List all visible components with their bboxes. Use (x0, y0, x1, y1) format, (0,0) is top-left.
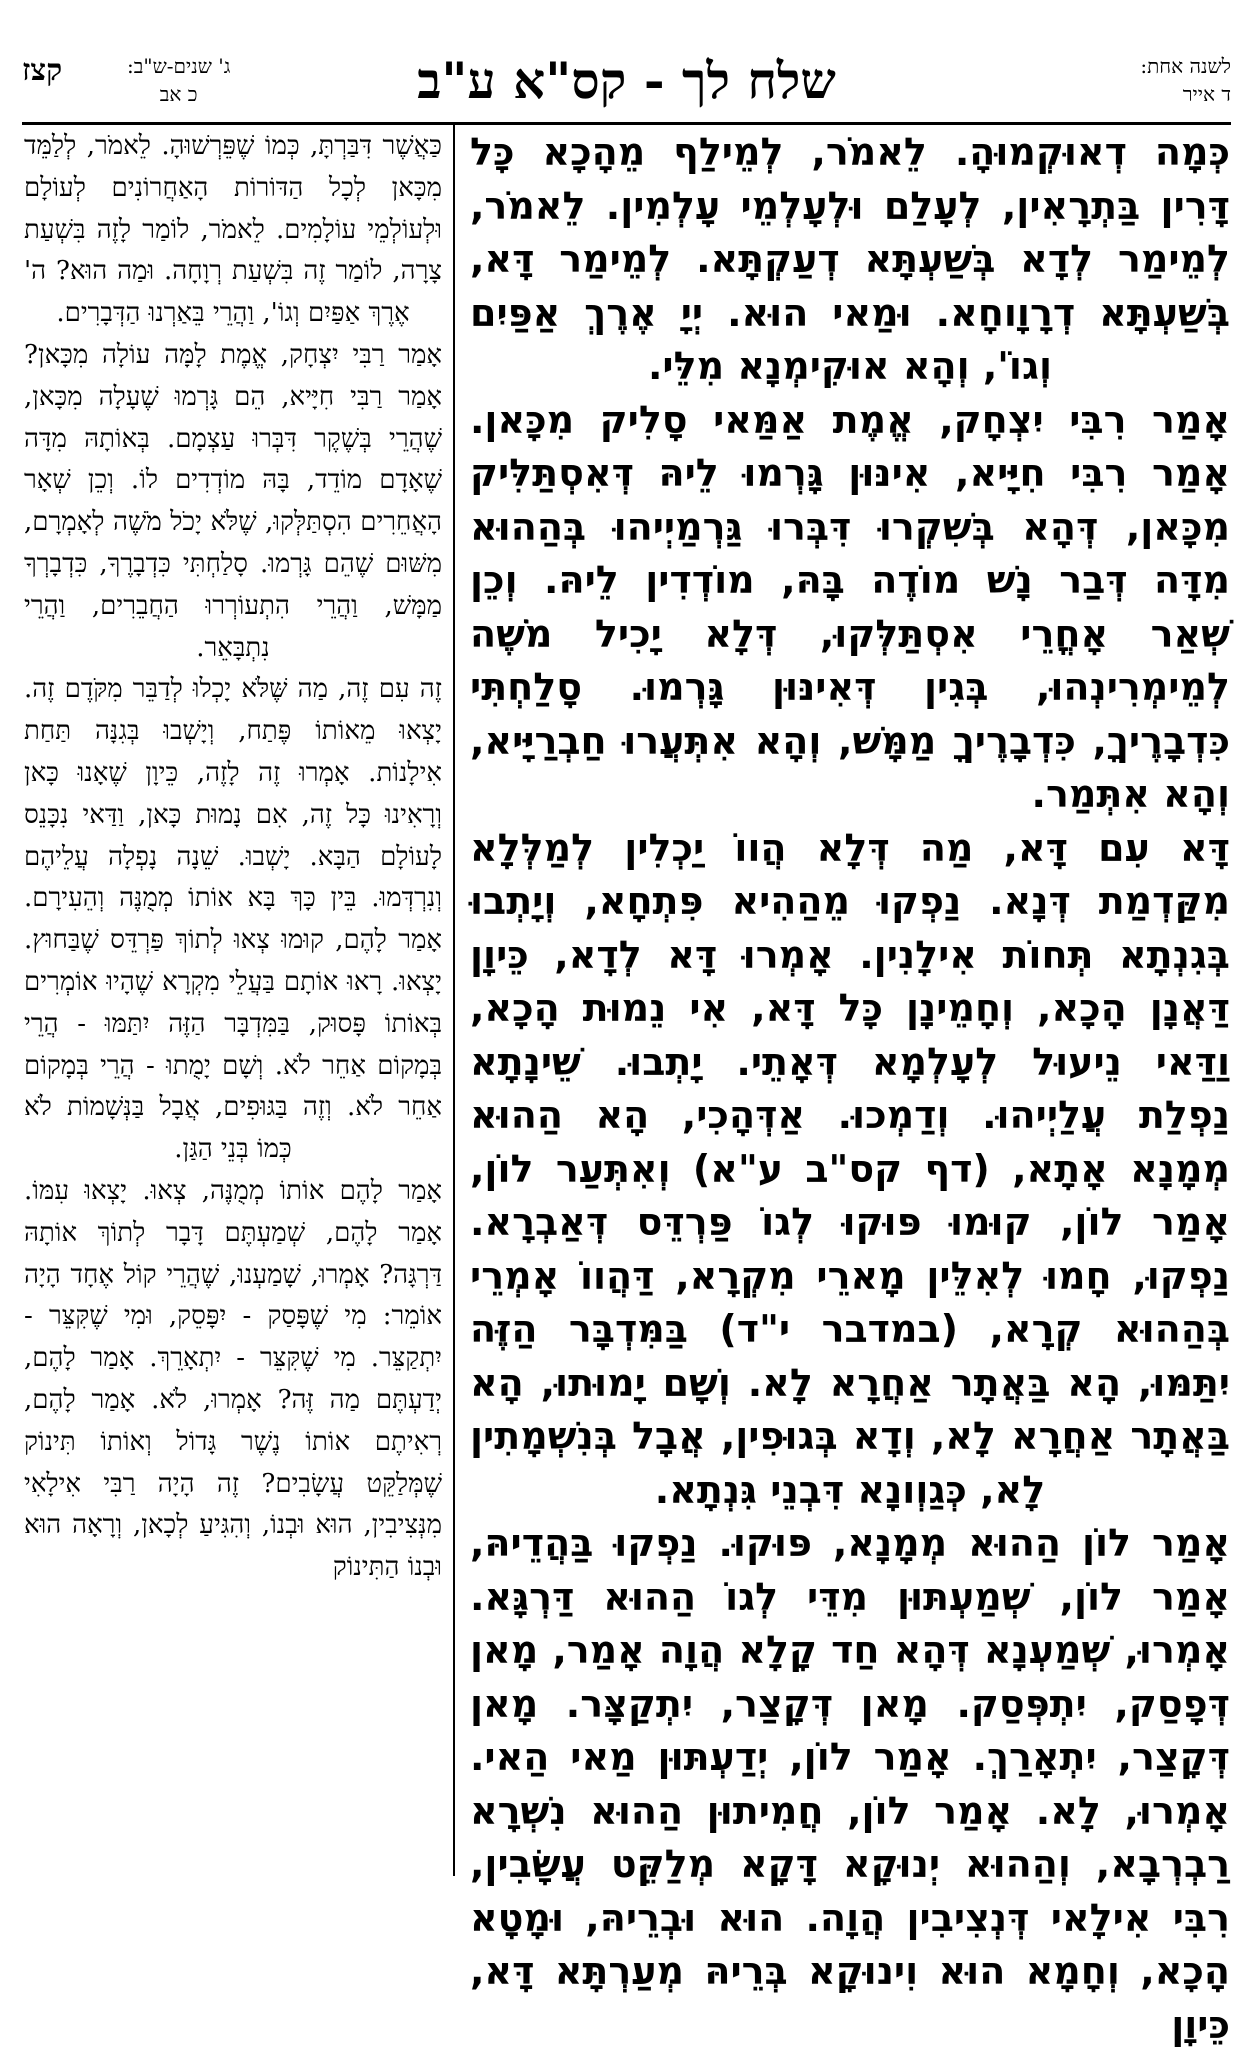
one-year-cycle-label: לשנה אחת: (1140, 54, 1231, 78)
main-text-column (470, 126, 1230, 2047)
main-paragraph-1: כְּמָה דְאוּקְמוּהָ. לֵאמֹר, לְמֵילַף מֵהָכָא כָּל דָּרִין בַּתְרָאִין, לְעָלַם וּלְעָלְמֵי עָלְמִין. לֵאמֹר, לְמֵימַר לְדָא בְּשַׁעְתָּא דְעַקְתָּא. לְמֵימַר דָּא, בְּשַׁעְתָּא דְרָוָוחָא. וּמַאי הוּא. יְיָ אֶרֶךְ אַפַּיִם וְגוֹ', וְהָא אוּקִימְנָא מִלֵּי. (470, 130, 1230, 388)
page-title: שלח לך - קס"א ע"ב (417, 51, 836, 110)
translation-column (24, 126, 442, 1876)
page-number: קצז (22, 53, 63, 88)
translation-paragraph-2: אָמַר רַבִּי יִצְחָק, אֱמֶת לָמָּה עוֹלָה מִכָּאן? אָמַר רַבִּי חִיָּיא, הֵם גָּרְמוּ שֶׁעָלָה מִכָּאן, שֶׁהֲרֵי בְּשֶׁקֶר דִּבְּרוּ עַצְמָם. בְּאוֹתָהּ מִדָּה שֶׁאָדָם מוֹדֵד, בָּהּ מוֹדְדִים לוֹ. וְכֵן שְׁאָר הָאֲחֵרִים הִסְתַּלְּקוּ, שֶׁלֹּא יָכֹל מֹשֶׁה לְאָמְרָם, מִשּׁוּם שֶׁהֵם גָּרְמוּ. סָלַחְתִּי כִּדְבָרֶךָ, כִּדְבָרְךָ מַמָּשׁ, וַהֲרֵי הִתְעוֹרְרוּ הַחֲבֵרִים, וַהֲרֵי נִתְבָּאֵר. (24, 339, 442, 663)
page-header (22, 52, 1231, 125)
main-paragraph-4: אָמַר לוֹן הַהוּא מְמָנָא, פּוּקוּ. נַפְקוּ בַּהֲדֵיהּ, אָמַר לוֹן, שְׁמַעְתּוּן מִדֵּי לְגוֹ הַהוּא דַּרְגָּא. אָמְרוּ, שְׁמַעְנָא דְּהָא חַד קָלָא הֲוָה אָמַר, מָאן דְּפָסַק, יִתְפְּסַק. מָאן דְּקָצַר, יִתְקַצָּר. מָאן דְּקָצַר, יִתְאָרַךְ. אָמַר לוֹן, יְדַעְתּוּן מַאי הַאי. אָמְרוּ, לָא. אָמַר לוֹן, חֲמִיתוּן הַהוּא נִשְׁרָא רַבְרְבָא, וְהַהוּא יְנוּקָא דָּקָא מְלַקֵּט עֲשָׂבִין, רִבִּי אִילָאי דְּנְצִיבִין הֲוָה. הוּא וּבְרֵיהּ, וּמָטָא הָכָא, וְחָמָא הוּא וִינוּקָא בְּרֵיהּ מְעַרְתָּא דָּא, כֵּיוָן (470, 1521, 1230, 2047)
one-year-cycle-date: ד אייר (1182, 82, 1231, 106)
three-year-cycle-date: כ אב (159, 82, 198, 106)
three-year-schedule (127, 52, 230, 108)
translation-paragraph-1: כַּאֲשֶׁר דִּבַּרְתָּ, כְּמוֹ שֶׁפֵּרְשׁוּהָ. לֵאמֹר, לְלַמֵּד מִכָּאן לְכָל הַדּוֹרוֹת הָאַחֲרוֹנִים לְעוֹלָם וּלְעוֹלְמֵי עוֹלָמִים. לֵאמֹר, לוֹמַר לָזֶה בִּשְׁעַת צָרָה, לוֹמַר זֶה בִּשְׁעַת רְוָחָה. וּמַה הוּא? ה' אֶרֶךְ אַפַּיִם וְגוֹ', וַהֲרֵי בֵּאַרְנוּ הַדְּבָרִים. (24, 131, 442, 329)
main-paragraph-2: אָמַר רִבִּי יִצְחָק, אֱמֶת אַמַּאי סָלִיק מִכָּאן. אָמַר רִבִּי חִיָּיא, אִינּוּן גָּרְמוּ לֵיהּ דְּאִסְתַּלִּיק מִכָּאן, דְּהָא בְּשִׁקְרוּ דִּבְּרוּ גַּרְמַיְיהוּ בְּהַהוּא מִדָּה דְּבַר נָשׁ מוֹדֶה בָּהּ, מוֹדְדִין לֵיהּ. וְכֵן שְׁאַר אָחֳרֵי אִסְתַּלְּקוּ, דְּלָא יָכִיל מֹשֶׁה לְמֵימְרִינְהוּ, בְּגִין דְּאִינּוּן גָּרְמוּ. סָלַחְתִּי כִּדְבָרֶיךָ, כִּדְבָרֶיךָ מַמָּשׁ, וְהָא אִתְּעֲרוּ חַבְרַיָּיא, וְהָא אִתְּמַר. (470, 397, 1230, 816)
translation-paragraph-4: אָמַר לָהֶם אוֹתוֹ מְמֻנֶּה, צְאוּ. יָצְאוּ עִמּוֹ. אָמַר לָהֶם, שְׁמַעְתֶּם דָּבָר לְתוֹךְ אוֹתָהּ דַּרְגָּה? אָמְרוּ, שָׁמַעְנוּ, שֶׁהֲרֵי קוֹל אֶחָד הָיָה אוֹמֵר: מִי שֶׁפָּסַק - יִפָּסֵק, וּמִי שֶׁקִּצֵּר - יִתְקַצֵּר. מִי שֶׁקִּצֵּר - יִתְאָרֵךְ. אָמַר לָהֶם, יְדַעְתֶּם מַה זֶּה? אָמְרוּ, לֹא. אָמַר לָהֶם, רְאִיתֶם אוֹתוֹ נֶשֶׁר גָּדוֹל וְאוֹתוֹ תִּינוֹק שֶׁמְּלַקֵּט עֲשָׂבִים? זֶה הָיָה רַבִּי אִילָאִי מִנְּצִיבִין, הוּא וּבְנוֹ, וְהִגִּיעַ לְכָאן, וְרָאָה הוּא וּבְנוֹ הַתִּינוֹק (24, 1175, 442, 1583)
main-paragraph-3: דָּא עִם דָּא, מַה דְּלָא הֲווֹ יַכְלִין לְמַלְּלָא מִקַּדְמַת דְּנָא. נַפְקוּ מֵהַהִיא פִּתְחָא, וְיָתְבוּ בְּגִנְתָא תְּחוֹת אִילָנִין. אָמְרוּ דָּא לְדָא, כֵּיוָן דַּאֲנָן הָכָא, וְחָמֵינָן כָּל דָּא, אִי נֵמוּת הָכָא, וַדַּאי נֵיעוּל לְעָלְמָא דְּאָתֵי. יָתְבוּ. שֵׁינָתָא נַפְלַת עֲלַיְיהוּ. וְדַמְכוּ. אַדְּהָכִי, הָא הַהוּא מְמָנָא אָתָא, (דף קס"ב ע"א) וְאִתְּעַר לוֹן, אָמַר לוֹן, קוּמוּ פּוּקוּ לְגוֹ פַּרְדֵּס דְּאַבְרָא. נַפְקוּ, חָמוּ לְאִלֵּין מָארֵי מִקְרָא, דַּהֲווֹ אָמְרֵי בְּהַהוּא קְרָא, (במדבר י"ד) בַּמִּדְבָּר הַזֶּה יִתַּמּוּ, הָא בַּאֲתָר אַחֲרָא לָא. וְשָׁם יָמוּתוּ, הָא בַּאֲתָר אַחֲרָא לָא, וְדָא בְּגוּפִין, אֲבָל בְּנִשְׁמָתִין לָא, כְּגַוְונָא דִּבְנֵי גִּנְתָא. (470, 825, 1230, 1512)
translation-paragraph-3: זֶה עִם זֶה, מַה שֶּׁלֹּא יָכְלוּ לְדַבֵּר מִקֹּדֶם זֶה. יָצְאוּ מֵאוֹתוֹ פֶּתַח, וְיָשְׁבוּ בְּגִנָּה תַּחַת אִילָנוֹת. אָמְרוּ זֶה לָזֶה, כֵּיוָן שֶׁאָנוּ כָּאן וְרָאִינוּ כָּל זֶה, אִם נָמוּת כָּאן, וַדַּאי נִכָּנֵס לָעוֹלָם הַבָּא. יָשְׁבוּ. שֵׁנָה נָפְלָה עֲלֵיהֶם וְנִרְדְּמוּ. בֵּין כָּךְ בָּא אוֹתוֹ מְמֻנֶּה וְהֵעִירָם. אָמַר לָהֶם, קוּמוּ צְאוּ לְתוֹךְ פַּרְדֵּס שֶׁבַּחוּץ. יָצְאוּ. רָאוּ אוֹתָם בַּעֲלֵי מִקְרָא שֶׁהָיוּ אוֹמְרִים בְּאוֹתוֹ פָּסוּק, בַּמִּדְבָּר הַזֶּה יִתַּמּוּ - הֲרֵי בְּמָקוֹם אַחֵר לֹא. וְשָׁם יָמֻתוּ - הֲרֵי בְּמָקוֹם אַחֵר לֹא. וְזֶה בַּגּוּפִים, אֲבָל בַּנְּשָׁמוֹת לֹא כְּמוֹ בְּנֵי הַגַּן. (24, 674, 442, 1165)
column-divider (453, 124, 455, 1876)
three-year-cycle-label: ג' שנים-ש"ב: (127, 54, 231, 78)
